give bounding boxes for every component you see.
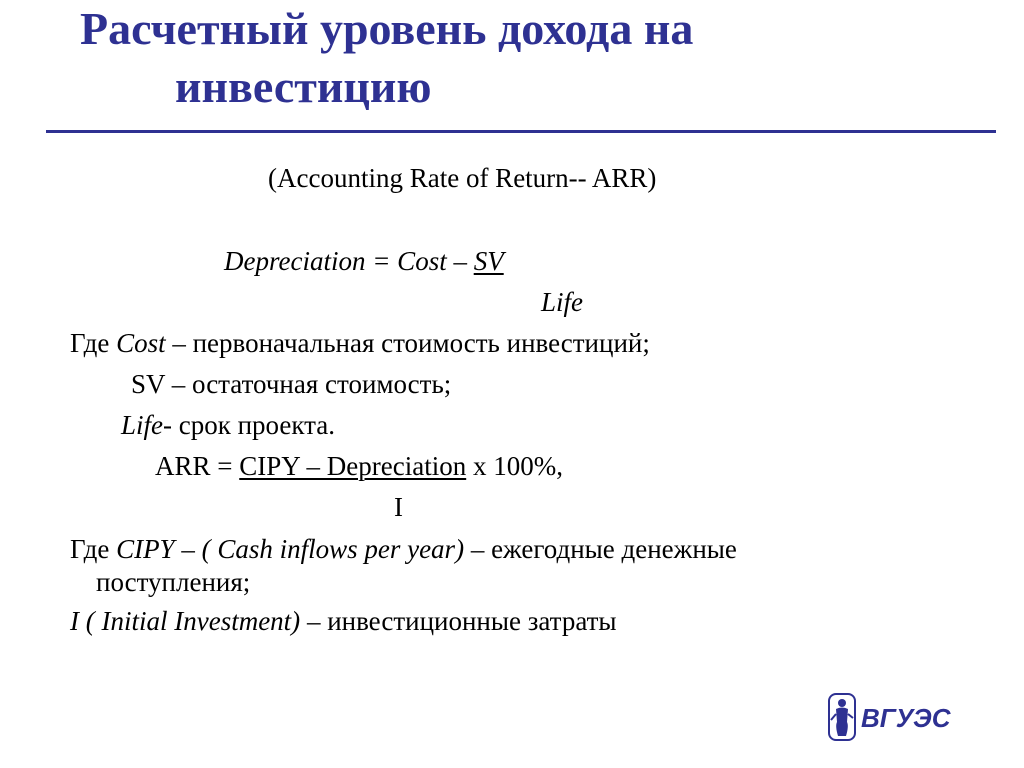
subtitle: (Accounting Rate of Return-- ARR) — [268, 163, 657, 193]
definition-cipy-prefix: Где — [70, 534, 117, 564]
definition-cost-prefix: Где — [70, 328, 117, 358]
definition-life — [121, 409, 335, 441]
title-line-2: инвестицию — [175, 61, 432, 112]
depreciation-formula-lhs: Depreciation = Cost – — [224, 246, 474, 276]
depreciation-formula-numerator: SV — [473, 246, 504, 276]
title-line-1: Расчетный уровень дохода на — [80, 3, 694, 54]
definition-sv: SV – остаточная стоимость; — [131, 369, 452, 399]
arr-formula — [155, 450, 563, 482]
definition-cipy — [70, 533, 737, 565]
definition-cost-text: – первоначальная стоимость инвестиций; — [165, 328, 650, 358]
definition-initial-investment-term: I ( Initial Investment) — [70, 606, 301, 636]
logo-text: ВГУЭС — [861, 703, 951, 733]
definition-initial-investment — [70, 605, 617, 637]
slide-title — [80, 0, 980, 116]
university-logo — [827, 692, 957, 742]
definition-cipy-text: – ежегодные денежные — [464, 534, 737, 564]
logo-emblem-icon — [827, 692, 957, 742]
definition-cost-term: Cost — [116, 328, 166, 358]
definition-cost — [70, 327, 650, 359]
title-divider — [46, 130, 996, 133]
definition-life-term: Life — [121, 410, 164, 440]
depreciation-formula-denominator: Life — [541, 287, 584, 317]
arr-formula-lhs: ARR = — [155, 451, 240, 481]
definition-cipy-term: CIPY – ( Cash inflows per year) — [116, 534, 465, 564]
arr-formula-rest: х 100%, — [466, 451, 563, 481]
depreciation-formula — [224, 245, 504, 277]
arr-formula-denominator: I — [394, 492, 403, 522]
definition-initial-investment-text: – инвестиционные затраты — [300, 606, 617, 636]
arr-formula-numerator: CIPY – Depreciation — [239, 451, 467, 481]
definition-life-text: - срок проекта. — [163, 410, 335, 440]
definition-cipy-line2: поступления; — [96, 567, 251, 597]
